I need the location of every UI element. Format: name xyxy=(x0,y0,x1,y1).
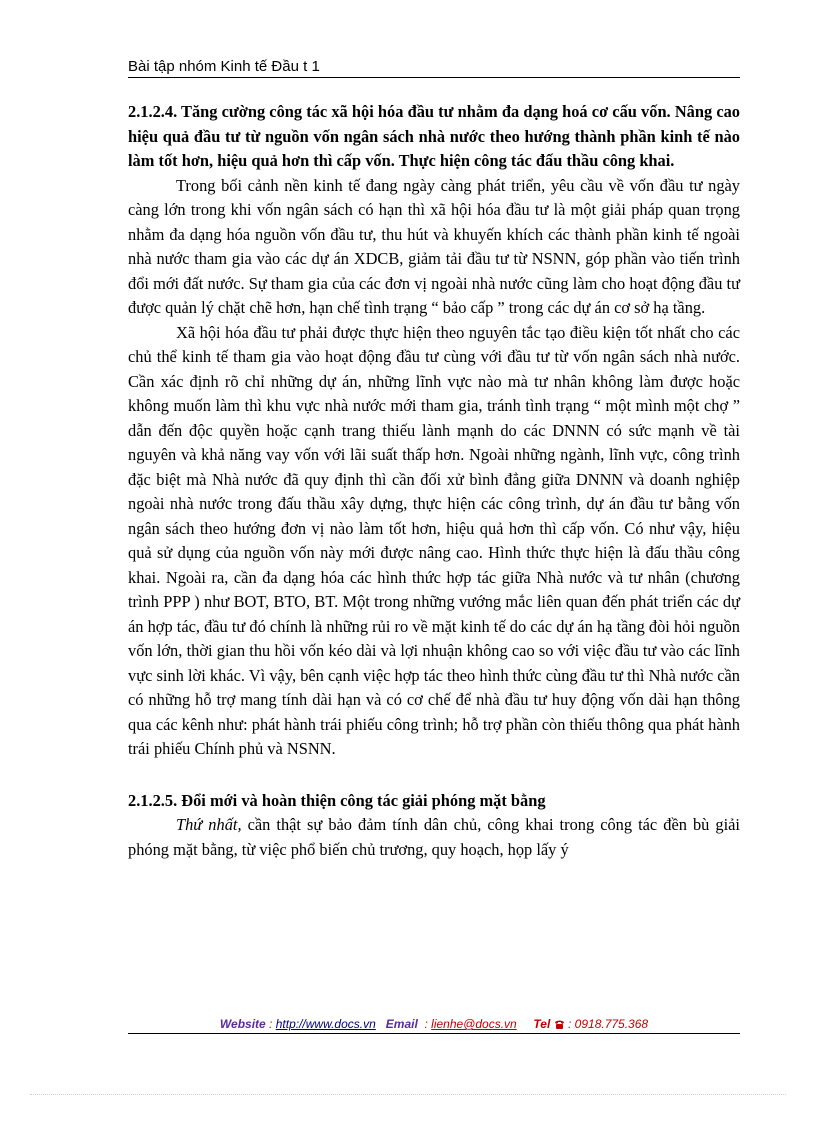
page-footer: Website : http://www.docs.vn Email : lienhe@docs.vn Tel : 0918.775.368 xyxy=(128,1016,740,1034)
email-link[interactable]: lienhe@docs.vn xyxy=(431,1017,517,1031)
section-heading-2-1-2-5: 2.1.2.5. Đổi mới và hoàn thiện công tác giải phóng mặt bằng xyxy=(128,790,546,810)
phone-icon xyxy=(554,1017,565,1027)
website-label: Website xyxy=(219,1017,266,1031)
tel-number: 0918.775.368 xyxy=(574,1017,649,1031)
body-paragraph: Trong bối cảnh nền kinh tế đang ngày càng phát triển, yêu cầu về vốn đầu tư ngày càng lớn trong khi vốn ngân sách có hạn thì xã hội hóa đầu tư là một giải pháp quan trọng nhằm đa dạng hóa nguồn vốn đầu tư, thu hút và khuyến khích các thành phần kinh tế ngoài nhà nước tham gia vào các dự án XDCB, giảm tải đầu tư từ NSNN, góp phần vào tiến trình đổi mới đất nước. Sự tham gia của các đơn vị ngoài nhà nước cũng làm cho hoạt động đầu tư được quản lý chặt chẽ hơn, hạn chế tình trạng “ bảo cấp ” trong các dự án cơ sở hạ tầng. xyxy=(128,175,740,317)
body-paragraph xyxy=(128,813,740,862)
page-bottom-divider xyxy=(30,1094,786,1095)
paragraph-text: cần thật sự bảo đảm tính dân chủ, công khai trong công tác đền bù giải phóng mặt bằng, từ việc phổ biến chủ trương, quy hoạch, họp lấy ý xyxy=(128,815,740,859)
tel-label: Tel xyxy=(533,1017,551,1031)
running-header: Bài tập nhóm Kinh tế Đầu t 1 xyxy=(128,58,740,78)
section-heading-2-1-2-4: 2.1.2.4. Tăng cường công tác xã hội hóa đầu tư nhằm đa dạng hoá cơ cấu vốn. Nâng cao hiệu quả đầu tư từ nguồn vốn ngân sách nhà nước theo hướng thành phần kinh tế nào làm tốt hơn, hiệu quả hơn thì cấp vốn. Thực hiện công tác đấu thầu công khai. xyxy=(128,102,740,170)
website-link[interactable]: http://www.docs.vn xyxy=(275,1017,376,1031)
italic-lead: Thứ nhất, xyxy=(176,815,242,834)
email-label: Email xyxy=(385,1017,418,1031)
document-body xyxy=(128,100,740,862)
body-paragraph: Xã hội hóa đầu tư phải được thực hiện theo nguyên tắc tạo điều kiện tốt nhất cho các chủ thể kinh tế tham gia vào hoạt động đầu tư cùng với đầu tư từ vốn ngân sách nhà nước. Cần xác định rõ chỉ những dự án, những lĩnh vực nào mà tư nhân không làm được hoặc không muốn làm thì khu vực nhà nước mới tham gia, tránh tình trạng “ một mình một chợ ” dẫn đến độc quyền hoặc cạnh trang thiếu lành mạnh do các DNNN có sức mạnh về tài nguyên và khả năng vay vốn với lãi suất thấp hơn. Ngoài những ngành, lĩnh vực, công trình đặc biệt mà Nhà nước đã quy định thì cần đối xử bình đẳng giữa DNNN và doanh nghiệp ngoài nhà nước trong đấu thầu xây dựng, thực hiện các công trình, dự án đầu tư bằng vốn ngân sách theo hướng đơn vị nào làm tốt hơn, hiệu quả hơn thì cấp vốn. Có như vậy, hiệu quả sử dụng của nguồn vốn này mới được nâng cao. Hình thức thực hiện là đấu thầu công khai. Ngoài ra, cần đa dạng hóa các hình thức hợp tác giữa Nhà nước và tư nhân (chương trình PPP ) như BOT, BTO, BT. Một trong những vướng mắc liên quan đến phát triển các dự án hợp tác, đầu tư đó chính là những rủi ro về mặt kinh tế do các dự án hạ tầng đòi hỏi nguồn vốn lớn, thời gian thu hồi vốn kéo dài và lợi nhuận không cao so với việc đầu tư vào các lĩnh vực sinh lời khác. Vì vậy, bên cạnh việc hợp tác theo hình thức cùng đầu tư thì Nhà nước cần có những hỗ trợ mang tính dài hạn và có cơ chế để nhà đầu tư huy động vốn dài hạn thông qua các kênh như: phát hành trái phiếu công trình; hỗ trợ phần còn thiếu thông qua phát hành trái phiếu Chính phủ và NSNN. xyxy=(128,322,740,758)
